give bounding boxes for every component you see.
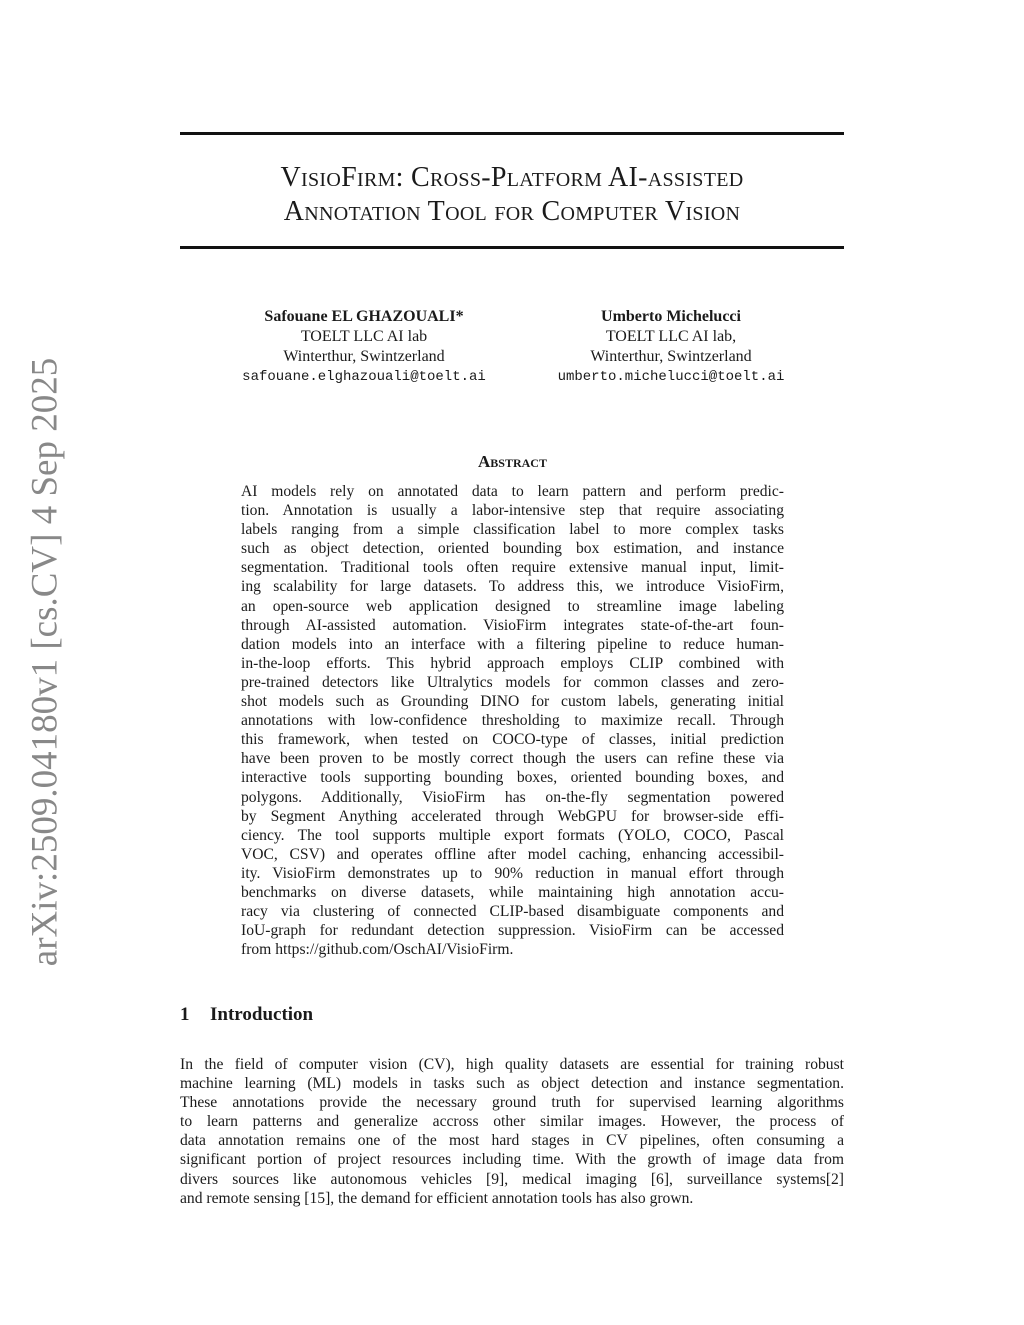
text-line: segmentation. Traditional tools often require extensive manual input, limit-: [241, 559, 784, 577]
text-line: significant portion of project resources including time. With the growth of image data from: [180, 1151, 844, 1169]
text-line: shot models such as Grounding DINO for custom labels, generating initial: [241, 693, 784, 711]
text-line: and remote sensing [15], the demand for efficient annotation tools has also grown.: [180, 1189, 694, 1207]
text-line: an open-source web application designed to streamline image labeling: [241, 597, 784, 615]
text-line: IoU-graph for redundant detection suppression. VisioFirm can be accessed: [241, 922, 784, 940]
author-location: Winterthur, Swintzerland: [283, 348, 445, 365]
text-line: machine learning (ML) models in tasks such as object detection and instance segmentation.: [180, 1075, 844, 1093]
abstract-heading: Abstract: [478, 452, 547, 471]
text-line: These annotations provide the necessary ground truth for supervised learning algorithms: [180, 1094, 844, 1112]
section-title: Introduction: [210, 1004, 314, 1025]
text-line: ciency. The tool supports multiple export formats (YOLO, COCO, Pascal: [241, 826, 784, 844]
text-line: labels ranging from a simple classification label to more complex tasks: [241, 521, 784, 539]
text-line: tion. Annotation is usually a labor-intensive step that require associating: [241, 502, 784, 520]
author-email: umberto.michelucci@toelt.ai: [557, 369, 785, 385]
text-line: In the field of computer vision (CV), high quality datasets are essential for training robust: [180, 1056, 844, 1073]
author-affiliation: TOELT LLC AI lab: [300, 328, 428, 345]
text-line: AI models rely on annotated data to learn pattern and perform predic-: [241, 483, 784, 500]
text-line: polygons. Additionally, VisioFirm has on-the-fly segmentation powered: [241, 788, 784, 806]
text-line: racy via clustering of connected CLIP-based disambiguate components and: [241, 903, 784, 921]
text-line: benchmarks on diverse datasets, while maintaining high annotation accu-: [241, 883, 784, 901]
title-bottom-rule: [180, 246, 844, 249]
section-heading: [180, 1004, 313, 1026]
text-line: through AI-assisted automation. VisioFirm integrates state-of-the-art foun-: [241, 616, 784, 634]
text-line: such as object detection, oriented bounding box estimation, and instance: [241, 540, 784, 558]
text-line: pre-trained detectors like Ultralytics models for common classes and zero-: [241, 673, 784, 691]
text-line: interactive tools supporting bounding boxes, oriented bounding boxes, and: [241, 769, 784, 787]
section-number: 1: [180, 1004, 190, 1025]
author-location: Winterthur, Swintzerland: [590, 348, 752, 365]
text-line: from https://github.com/OschAI/VisioFirm.: [241, 941, 514, 959]
text-line: have been proven to be mostly correct though the users can refine these via: [241, 750, 784, 768]
text-line: dation models into an interface with a filtering pipeline to reduce human-: [241, 635, 784, 653]
text-line: data annotation remains one of the most hard stages in CV pipelines, often consuming a: [180, 1132, 844, 1150]
author-name: Umberto Michelucci: [601, 308, 741, 325]
author-affiliation: TOELT LLC AI lab,: [605, 328, 737, 345]
author-email: safouane.elghazouali@toelt.ai: [242, 369, 486, 385]
author-name: Safouane EL GHAZOUALI*: [264, 308, 464, 325]
text-line: by Segment Anything accelerated through WebGPU for browser-side effi-: [241, 807, 784, 825]
title-line-2: Annotation Tool for Computer Vision: [283, 196, 741, 227]
text-line: this framework, when tested on COCO-type of classes, initial prediction: [241, 731, 784, 749]
text-line: ity. VisioFirm demonstrates up to 90% reduction in manual effort through: [241, 864, 784, 882]
title-top-rule: [180, 132, 844, 135]
introduction-body: [180, 1055, 844, 1208]
title-line-1: VisioFirm: Cross-Platform AI-assisted: [280, 162, 744, 193]
text-line: ing scalability for large datasets. To address this, we introduce VisioFirm,: [241, 578, 784, 596]
text-line: VOC, CSV) and operates offline after model caching, enhancing accessibil-: [241, 845, 784, 863]
text-line: divers sources like autonomous vehicles [9], medical imaging [6], surveillance systems[2]: [180, 1170, 844, 1188]
text-line: annotations with low-confidence thresholding to maximize recall. Through: [241, 712, 784, 730]
author-2: [506, 307, 836, 387]
text-line: in-the-loop efforts. This hybrid approach employs CLIP combined with: [241, 654, 784, 672]
author-1: [199, 307, 529, 387]
arxiv-identifier: arXiv:2509.04180v1 [cs.CV] 4 Sep 2025: [24, 357, 66, 967]
text-line: to learn patterns and generalize accross other similar images. However, the process of: [180, 1113, 844, 1131]
abstract-body: [241, 482, 784, 959]
